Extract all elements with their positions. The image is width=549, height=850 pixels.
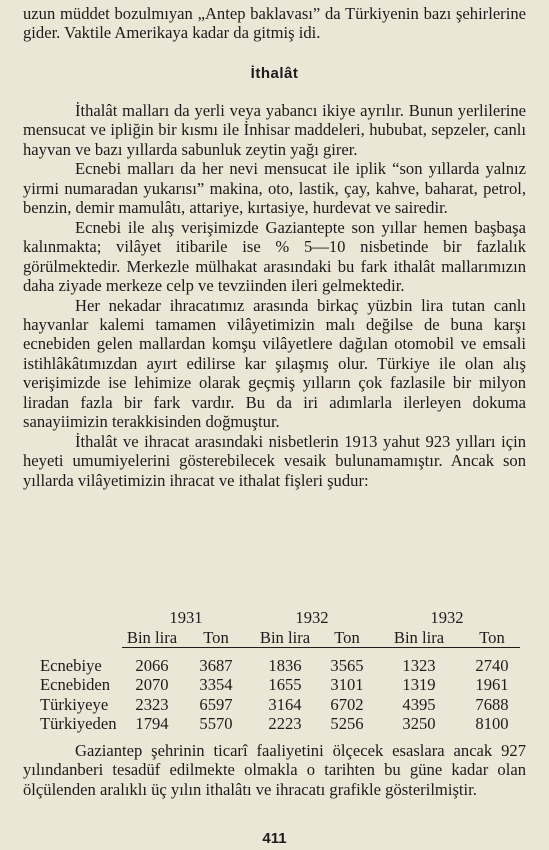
table-spacer <box>40 648 520 656</box>
table-row <box>40 714 520 734</box>
table-cell: 2223 <box>268 714 302 733</box>
table-cell: 1794 <box>135 714 169 733</box>
section-heading: İthalât <box>250 65 299 82</box>
body-block <box>23 101 526 490</box>
table-cell: 6597 <box>199 694 233 714</box>
table-cell: 4395 <box>402 694 436 714</box>
unit-header: Ton <box>182 628 250 648</box>
table-cell: 1961 <box>475 675 509 694</box>
intro-block <box>23 4 526 43</box>
table-cell: 5570 <box>199 714 233 733</box>
table-cell: 3101 <box>330 675 364 694</box>
intro-paragraph: uzun müddet bozulmıyan „Antep baklavası” da Türkiyenin bazı şehirlerine gider. Vaktile Amerikaya kadar da gitmiş idi. <box>23 4 526 43</box>
unit-header: Bin lira <box>122 628 182 648</box>
unit-header: Ton <box>320 628 374 648</box>
table-cell: 2066 <box>135 655 169 675</box>
unit-header: Bin lira <box>250 628 320 648</box>
unit-header: Bin lira <box>374 628 464 648</box>
table-cell: 3354 <box>199 675 233 694</box>
table-unit-row <box>40 628 520 648</box>
paragraph-foreign-goods: Ecnebi malları da her nevi mensucat ile iplik “son yıllarda yalnız yirmi numaradan yukarısı” makina, oto, lastik, çay, kahve, baharat, petrol, benzin, demir mamulâtı, attariye, kırtasiye, hurdevat ve sairedir. <box>23 159 526 218</box>
table-cell: 1319 <box>402 675 436 694</box>
table-cell: 1323 <box>402 655 436 675</box>
row-label: Türkiyeye <box>40 694 109 714</box>
table-cell: 3565 <box>330 655 364 675</box>
table-cell: 8100 <box>475 714 509 733</box>
table-cell: 3687 <box>199 655 233 675</box>
row-label: Ecnebiye <box>40 655 102 675</box>
page-number: 411 <box>262 830 287 847</box>
table-cell: 1655 <box>268 675 302 694</box>
row-label: Ecnebiden <box>40 675 111 694</box>
year-header: 1932 <box>430 608 464 627</box>
trade-table <box>40 608 520 734</box>
row-label: Türkiyeden <box>40 714 117 733</box>
closing-paragraph: Gaziantep şehrinin ticarî faaliyetini ölçecek esaslara ancak 927 yılındanberi tesadüf edilmekte olmakla o tarihten bu güne kadar olan ölçülenden aralıklı üç yılın ithalâtı ve ihracatı grafikle gösterilmiştir. <box>23 741 526 799</box>
table-cell: 3250 <box>402 714 436 733</box>
paragraph-trade-balance: Ecnebi ile alış verişimizde Gaziantepte son yıllar hemen başbaşa kalınmakta; vilâyet itibarile ise % 5—10 nisbetinde bir fazlalık görülmektedir. Merkezle mülhakat arasındaki bu fark ithalât mallarımızın daha ziyade merkeze celp ve tevziinden ileri gelmektedir. <box>23 217 526 296</box>
paragraph-imports: İthalât malları da yerli veya yabancı ikiye ayrılır. Bunun yerlilerine mensucat ve ipliğin bir kısmı ile İnhisar maddeleri, hububat, sepzeler, canlı hayvan ve bazı yıllarda sabunluk zeytin yağı girer. <box>23 101 526 159</box>
table-cell: 2740 <box>475 655 509 675</box>
unit-header: Ton <box>464 628 520 648</box>
year-header: 1932 <box>295 608 329 627</box>
table-cell: 1836 <box>268 655 302 675</box>
paragraph-ratios: İthalât ve ihracat arasındaki nisbetlerin 1913 yahut 923 yılları için heyeti umumiyelerini gösterebilecek vesaik bulunamamıştır. Ancak son yıllarda vilâyetimizin ihracat ve ithalat fişleri şudur: <box>23 431 526 490</box>
closing-block <box>23 741 526 799</box>
table-cell: 3164 <box>268 694 302 714</box>
table-cell: 5256 <box>330 714 364 733</box>
table-cell: 2070 <box>135 675 169 694</box>
table-cell: 7688 <box>475 694 509 714</box>
table-row <box>40 656 520 676</box>
table-row <box>40 675 520 695</box>
table-cell: 2323 <box>135 694 169 714</box>
table-year-row <box>40 608 520 628</box>
year-header: 1931 <box>169 608 203 627</box>
table-cell: 6702 <box>330 694 364 714</box>
table-row <box>40 695 520 715</box>
paragraph-exports: Her nekadar ihracatımız arasında birkaç yüzbin lira tutan canlı hayvanlar kalemi tamamen vilâyetimizin malı değilse de buna karşı ecnebiden gelen mallardan komşu vilâyetlere dağılan otomobil ve emsali istihlâkâtımızdan ayırt edilirse kar şılaşmış olur. Türkiye ile olan alış verişimizde ise lehimize olarak geçmiş yılların çok fazlasile bir milyon liradan fazla bir fark vardır. Bu da iri adımlarla ilerleyen dokuma sanayiimizin terakkisinden doğmuştur. <box>23 295 526 432</box>
